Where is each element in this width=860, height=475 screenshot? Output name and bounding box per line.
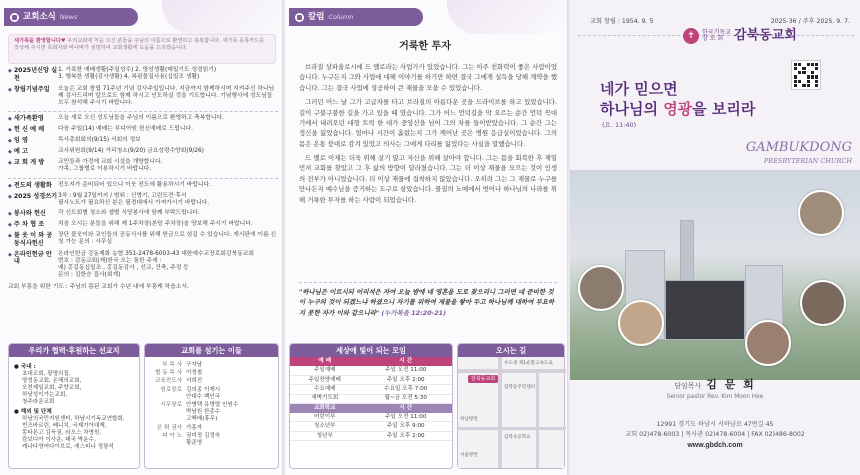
servant-role: 피 아 노 <box>162 433 182 440</box>
news-item-text: 오늘은 교회 창립 71주년 기념 감사주일입니다. 지금까지 함께하시며 지켜주신 하나님께 감사드리며 앞으로도 함께 하시고 인도하실 것을 기도합니다. 기념행사에 성도님들 모두 참석해 주시기 바랍니다. <box>58 85 275 106</box>
news-item-text: 다음 주일(14) 예배는 푸디아원 헌신예배로 드립니다. <box>58 126 193 133</box>
news-item-label <box>8 115 58 123</box>
header-decoration <box>447 0 567 34</box>
servants-header: 교회를 섬기는 이들 <box>145 344 278 357</box>
news-item-label <box>8 86 58 94</box>
news-item-label <box>8 251 58 267</box>
servant-role: 협 동 목 사 <box>155 369 182 376</box>
worship-row <box>290 366 452 375</box>
church-name-en: GAMBUKDONG <box>745 140 852 155</box>
worship-box <box>289 343 453 469</box>
worship-col-header: 시 간 <box>360 357 453 366</box>
diamond-icon: ◆ <box>8 193 12 200</box>
school-row <box>290 413 452 422</box>
news-item <box>8 86 278 108</box>
school-row <box>290 431 452 440</box>
contact-block <box>570 420 860 451</box>
news-item-text: 전도지가 준비되어 있으니 이웃 전도에 활용하시기 바랍니다. <box>58 181 211 188</box>
prayer-text: 교회 부흥을 위한 기도 : 주님의 몸된 교회가 수년 내에 부흥케 하옵소서. <box>8 283 189 290</box>
news-item-text: 목사총회회의(9/15) 서회의 정보 <box>58 137 141 144</box>
column-panel <box>285 0 568 475</box>
column-paragraph: 브라질 상파울로시에 드 멜로라는 사업가가 있었습니다. 그는 아주 친화력이 좋은 사람이었습니다. 누구든지 그와 사업에 대해 이야기를 하기만 하면 결국 그에게 설득을 당해 계약을 했습니다. 그는 결국 사업에 성공하여 큰 재물을 모을 수 있었습니다. <box>299 63 557 92</box>
news-item-text: 교민들과 가정에 교회 시설을 개방합니다. 가족, 그룹별로 이용하시기 바랍니다. <box>58 159 163 173</box>
servant-names: 안병택 유명렬 인원수 박남원 한종수 고핵배(휴무) <box>186 402 239 423</box>
news-item <box>8 67 278 83</box>
welcome-box <box>8 34 276 64</box>
church-photo <box>570 170 860 380</box>
news-item-label-text: 임 영 <box>13 137 28 145</box>
servant-names: 이정철 <box>186 369 203 376</box>
servant-role: 은 퇴 권사 <box>156 424 182 431</box>
news-item-label <box>8 159 58 167</box>
pastor-block: 담임목사 김 문 희 Senior pastor Rev. Kim Moon Hee <box>666 378 764 400</box>
servant-names: 구자남 <box>186 361 203 368</box>
news-item-label <box>8 232 58 248</box>
map-church-marker: 감북동교회 <box>468 375 498 383</box>
worship-col-header: 예 배 <box>290 357 360 366</box>
school-row <box>290 422 452 431</box>
news-item-text: 1. 거룩한 예배생활(주일성수) 2. 영성생활(매일기도 성경읽기) 3. 행복한 생활(감사생활) 4. 복된물질사용(십일조 생활) <box>58 67 217 81</box>
diamond-icon: ◆ <box>8 211 12 218</box>
news-item <box>8 193 278 207</box>
news-item-text: 교사위원회(9/14) 거리청소(9/20) 금요성령수양회(9/26) <box>58 148 204 155</box>
divider <box>8 178 278 179</box>
school-name: 청소년부 <box>290 422 360 431</box>
news-item-label-text: 예 고 <box>13 148 28 156</box>
theme-line-1: 네가 믿으면 <box>600 80 678 98</box>
news-item-label-text: 2025년신앙 실천 <box>13 67 58 82</box>
worship-name: 주일찬양예배 <box>290 375 360 384</box>
map-label: 서울방면 <box>460 453 478 458</box>
mission-list <box>9 357 139 455</box>
diamond-icon: ◆ <box>8 116 12 123</box>
worship-header: 세상에 빛이 되는 모임 <box>290 344 452 357</box>
news-item <box>8 210 278 218</box>
news-list <box>8 64 278 291</box>
news-item-text: 처음 오시는 분들을 위해 제 1주차장(본당 주차장)을 양보해 주시기 바랍니다. <box>58 221 253 228</box>
calendar-icon <box>10 13 19 22</box>
column-title: 거룩한 투자 <box>399 41 451 52</box>
news-item-text: 오늘 새로 오신 성도님들을 주님의 이름으로 환영하고 축복합니다. <box>58 115 224 122</box>
news-item-label <box>8 148 58 156</box>
column-body <box>299 62 557 209</box>
news-item-label-text: 봉사와 헌신 <box>13 210 46 218</box>
news-item <box>8 148 278 156</box>
map-label: 수도권 제1순환고속도로 <box>504 361 553 366</box>
news-item-text: 장단 불웃이와 교인들의 공동식사를 위해 헌금으로 섬길 수 있습니다. 게시판에 이름 신청 가능 문의 : 사무실 <box>58 232 277 246</box>
book-icon <box>295 13 304 22</box>
welcome-title: 새가족을 환영합니다♥ <box>14 38 66 44</box>
news-item-label-text: 주 차 협 조 <box>13 221 45 229</box>
servants-box <box>144 343 279 469</box>
welcome-text: 우리교회에 처음 오신 분들을 주님의 이름으로 환영하고 축복합니다. 새가족 등록카드를 작성해 주시면 목회자와 바나바가 심방하여 교회생활에 도움을 드리겠습니다. <box>14 38 265 51</box>
school-name: 어린이부 <box>290 413 360 422</box>
news-item <box>8 232 278 248</box>
news-item <box>8 251 278 280</box>
worship-name: 수요예배 <box>290 385 360 394</box>
servant-names: 가홍자 <box>186 424 203 431</box>
news-item <box>8 159 278 173</box>
servant-role: 부 목 사 <box>162 361 182 368</box>
school-col-header: 교회학교 <box>290 404 360 413</box>
cover-panel <box>570 0 860 475</box>
news-item-label-text: 교 회 게 방 <box>13 159 45 167</box>
servant-names: 김의종 이재시 안대수 백인국 <box>186 386 221 400</box>
servant-row <box>150 425 273 432</box>
worship-row <box>290 375 452 384</box>
map-box <box>457 343 565 469</box>
map-label: 하남방면 <box>460 417 478 422</box>
worship-row <box>290 394 452 403</box>
news-item <box>8 182 278 190</box>
news-item-label-text: 2025 성경쓰기 <box>13 192 58 200</box>
servant-row <box>150 362 273 369</box>
news-item <box>8 126 278 134</box>
worship-row <box>290 385 452 394</box>
diamond-icon: ◆ <box>8 182 12 189</box>
news-item-text: 온라인헌금 강동제화 농협 351-2478-6003-43 대한예수교장로회감북동교회 번호 : 감동교회(재)한국 오는 통한 주세 : 예) 홍길동십일조 , 홍길동감사 , 선교, 건축, 주정 등 문의 : 김한승 집사(회계) <box>58 250 254 279</box>
news-item-label <box>8 67 58 83</box>
servant-role: 원로장로 <box>160 386 182 393</box>
news-item-label <box>8 137 58 145</box>
photo-circle-4 <box>800 280 846 326</box>
photo-circle-5 <box>745 320 791 366</box>
diamond-icon: ◆ <box>8 138 12 145</box>
news-item-label-text: 헌 신 예 배 <box>13 126 45 134</box>
worship-name: 주일예배 <box>290 366 360 375</box>
map-label: 감북초등학교 <box>504 435 531 440</box>
diamond-icon: ◆ <box>8 127 12 134</box>
school-header-row <box>290 404 452 413</box>
servant-names: 권미정 김정숙 황준영 <box>186 433 221 447</box>
diamond-icon: ◆ <box>8 149 12 156</box>
servant-row <box>150 370 273 377</box>
address: 12991 경기도 하남시 서하남로 47번길 45 <box>656 421 774 428</box>
servant-row <box>150 378 273 385</box>
worship-time: 주일 오후 2:00 <box>360 375 453 384</box>
servant-row <box>150 433 273 447</box>
column-quote: "하나님은 이르시되 어리석은 자여 오늘 밤에 네 영혼을 도로 찾으리니 그러면 네 준비한 것이 누구의 것이 되겠느냐 하셨으니 자기를 위하여 재물을 쌓아 두고 하나님께 대하여 부요하지 못한 자가 이와 같으니라" (누가복음 12:20-21) <box>299 282 557 318</box>
news-item <box>8 221 278 229</box>
news-item-label <box>8 182 58 190</box>
diamond-icon: ◆ <box>8 251 12 258</box>
news-item-label-text: 창립기념주일 <box>13 85 50 93</box>
school-time: 주일 오후 2:00 <box>360 431 453 440</box>
issue-date: 2025-36 / 주후 2025. 9. 7. <box>770 18 850 25</box>
servant-role: 시무장로 <box>160 402 182 409</box>
diamond-icon: ◆ <box>8 233 12 240</box>
photo-circle-1 <box>798 190 844 236</box>
news-item-text: 각 신도회별 청소와 셀별 식당봉사에 함께 부탁드립니다. <box>58 210 200 217</box>
school-name: 청년부 <box>290 431 360 440</box>
mission-header: 우리가 협력·후원하는 선교지 <box>9 344 139 357</box>
news-item-label-text: 새가족환영 <box>13 115 44 123</box>
news-item <box>8 137 278 145</box>
news-item-label <box>8 193 58 201</box>
theme-line-2: 하나님의 영광을 보리라 <box>600 100 756 118</box>
school-time: 주일 오후 9:00 <box>360 422 453 431</box>
mission-group-items: 하남의국민지원센터, 하남시기독교연합회, 빈즈바르린, 베니치, 국제기아대책, 몽타몬고 김득권, 라오스 차명원, 캄보디아 이사운, 태국 박운수, 캐나다영어다이브로, 에스피나 정광석 <box>22 415 125 450</box>
news-item-label <box>8 221 58 229</box>
diamond-icon: ◆ <box>8 222 12 229</box>
column-header: 칼럼 Column <box>289 8 423 26</box>
map-label: 감북동주민센터 <box>504 385 536 390</box>
dove-icon: ✝ <box>683 28 699 44</box>
news-item-label-text: 전도의 생활화 <box>13 181 52 189</box>
diamond-icon: ◆ <box>8 68 12 74</box>
worship-name: 새벽기도회 <box>290 394 360 403</box>
school-col-header: 시 간 <box>360 404 453 413</box>
map-header: 오시는 길 <box>458 344 564 357</box>
mission-group-head: ● 해외 및 단체 <box>14 408 52 415</box>
news-item-label-text: 온라인헌금 안 내 <box>13 250 52 266</box>
mission-group-items: 초대교회, 광명의집, 양정동교회, 온해의교회, 오천제일교회, 주향교회, 하남성이가는교회, 청주라운교회 <box>22 370 82 405</box>
map <box>458 357 564 468</box>
news-item-label-text: 불 웃 이 와 공동식사헌신 <box>13 232 53 247</box>
servant-row <box>150 402 273 423</box>
news-panel <box>0 0 283 475</box>
column-paragraph: 드 멜로 이제는 더욱 위해 살기 많고 자신을 위해 살아야 합니다. 그는 몸을 회복한 후 제일 먼저 교회를 찾았고 그 후 삶의 방향이 달라졌습니다. 그는 더 이상 재물을 모으는 것이 인생의 전부가 아니었습니다. 더 이상 재물에 집착하지 않았습니다. 오히려 그는 그 재물로 누구를 만나든지 예수님을 증거하는 도구로 삼았습니다. 물질의 노예에서 벗어나 하나님의 나라를 위해 거룩한 투자를 하는 사람이 되었습니다. <box>299 154 557 204</box>
header-decoration <box>162 0 282 34</box>
news-item-label <box>8 210 58 218</box>
news-item <box>8 115 278 123</box>
church-logo: ✝ 한국기독교 장 로 회 감북동교회 <box>683 28 797 44</box>
diamond-icon: ◆ <box>8 86 12 93</box>
qr-code-icon[interactable] <box>791 60 821 90</box>
theme-verse: (요. 11:40) <box>602 121 637 129</box>
servant-row <box>150 387 273 401</box>
church-name-en-sub: PRESBYTERIAN CHURCH <box>763 157 852 165</box>
phone-numbers: 교회 02)478-6003 | 목사관 02)478-6004 | FAX 02)486-8002 <box>625 430 805 438</box>
worship-time: 주일 오전 11:00 <box>360 366 453 375</box>
school-time: 주일 오전 11:00 <box>360 413 453 422</box>
servants-list <box>145 357 278 450</box>
photo-circle-3 <box>618 300 664 346</box>
servant-role: 교육전도사 <box>154 378 182 385</box>
news-header: 교회소식 News <box>4 8 138 26</box>
website-link[interactable]: www.gbdch.com <box>687 441 743 449</box>
column-paragraph: 그러던 어느 날 그가 고급차를 타고 브라질의 아름다운 곳을 드라이브를 하고 있었습니다. 길이 구불구불한 길을 가고 있을 때 였습니다. 그가 어느 언덕길을 막 오르는 순간 언덕 꼭대기에서 내려오던 대형 트럭 한 대가 중앙선을 넘어 그의 차를 들이받았습니다. 그 순간 그는 정신을 잃었습니다. 얼마나 시간이 흘렀는지 그가 깨어난 곳은 병원 응급실이었습니다. 그의 몸은 온통 붕대로 감겨 있었고 의사는 그에게 다리를 잃었다는 사실을 말했습니다. <box>299 98 557 148</box>
mission-box <box>8 343 140 469</box>
photo-circle-2 <box>578 265 624 311</box>
worship-time: 월~금 오전 5:30 <box>360 394 453 403</box>
news-item-text: 3차 : 9월 27일까지 / 범위 : 신명기, 고린도전·후서 필사노트가 필요하신 분은 필경대에서 가져가시기 바랍니다. <box>58 192 210 206</box>
news-item-label <box>8 126 58 134</box>
founding-date: 교회 창립 : 1954. 9. 5 <box>590 18 654 25</box>
worship-time: 수요일 오후 7:00 <box>360 385 453 394</box>
worship-table <box>290 357 452 441</box>
diamond-icon: ◆ <box>8 160 12 167</box>
divider <box>8 111 278 112</box>
mission-group-head: ● 국내 : <box>14 364 36 370</box>
servant-names: 서희진 <box>186 378 203 385</box>
